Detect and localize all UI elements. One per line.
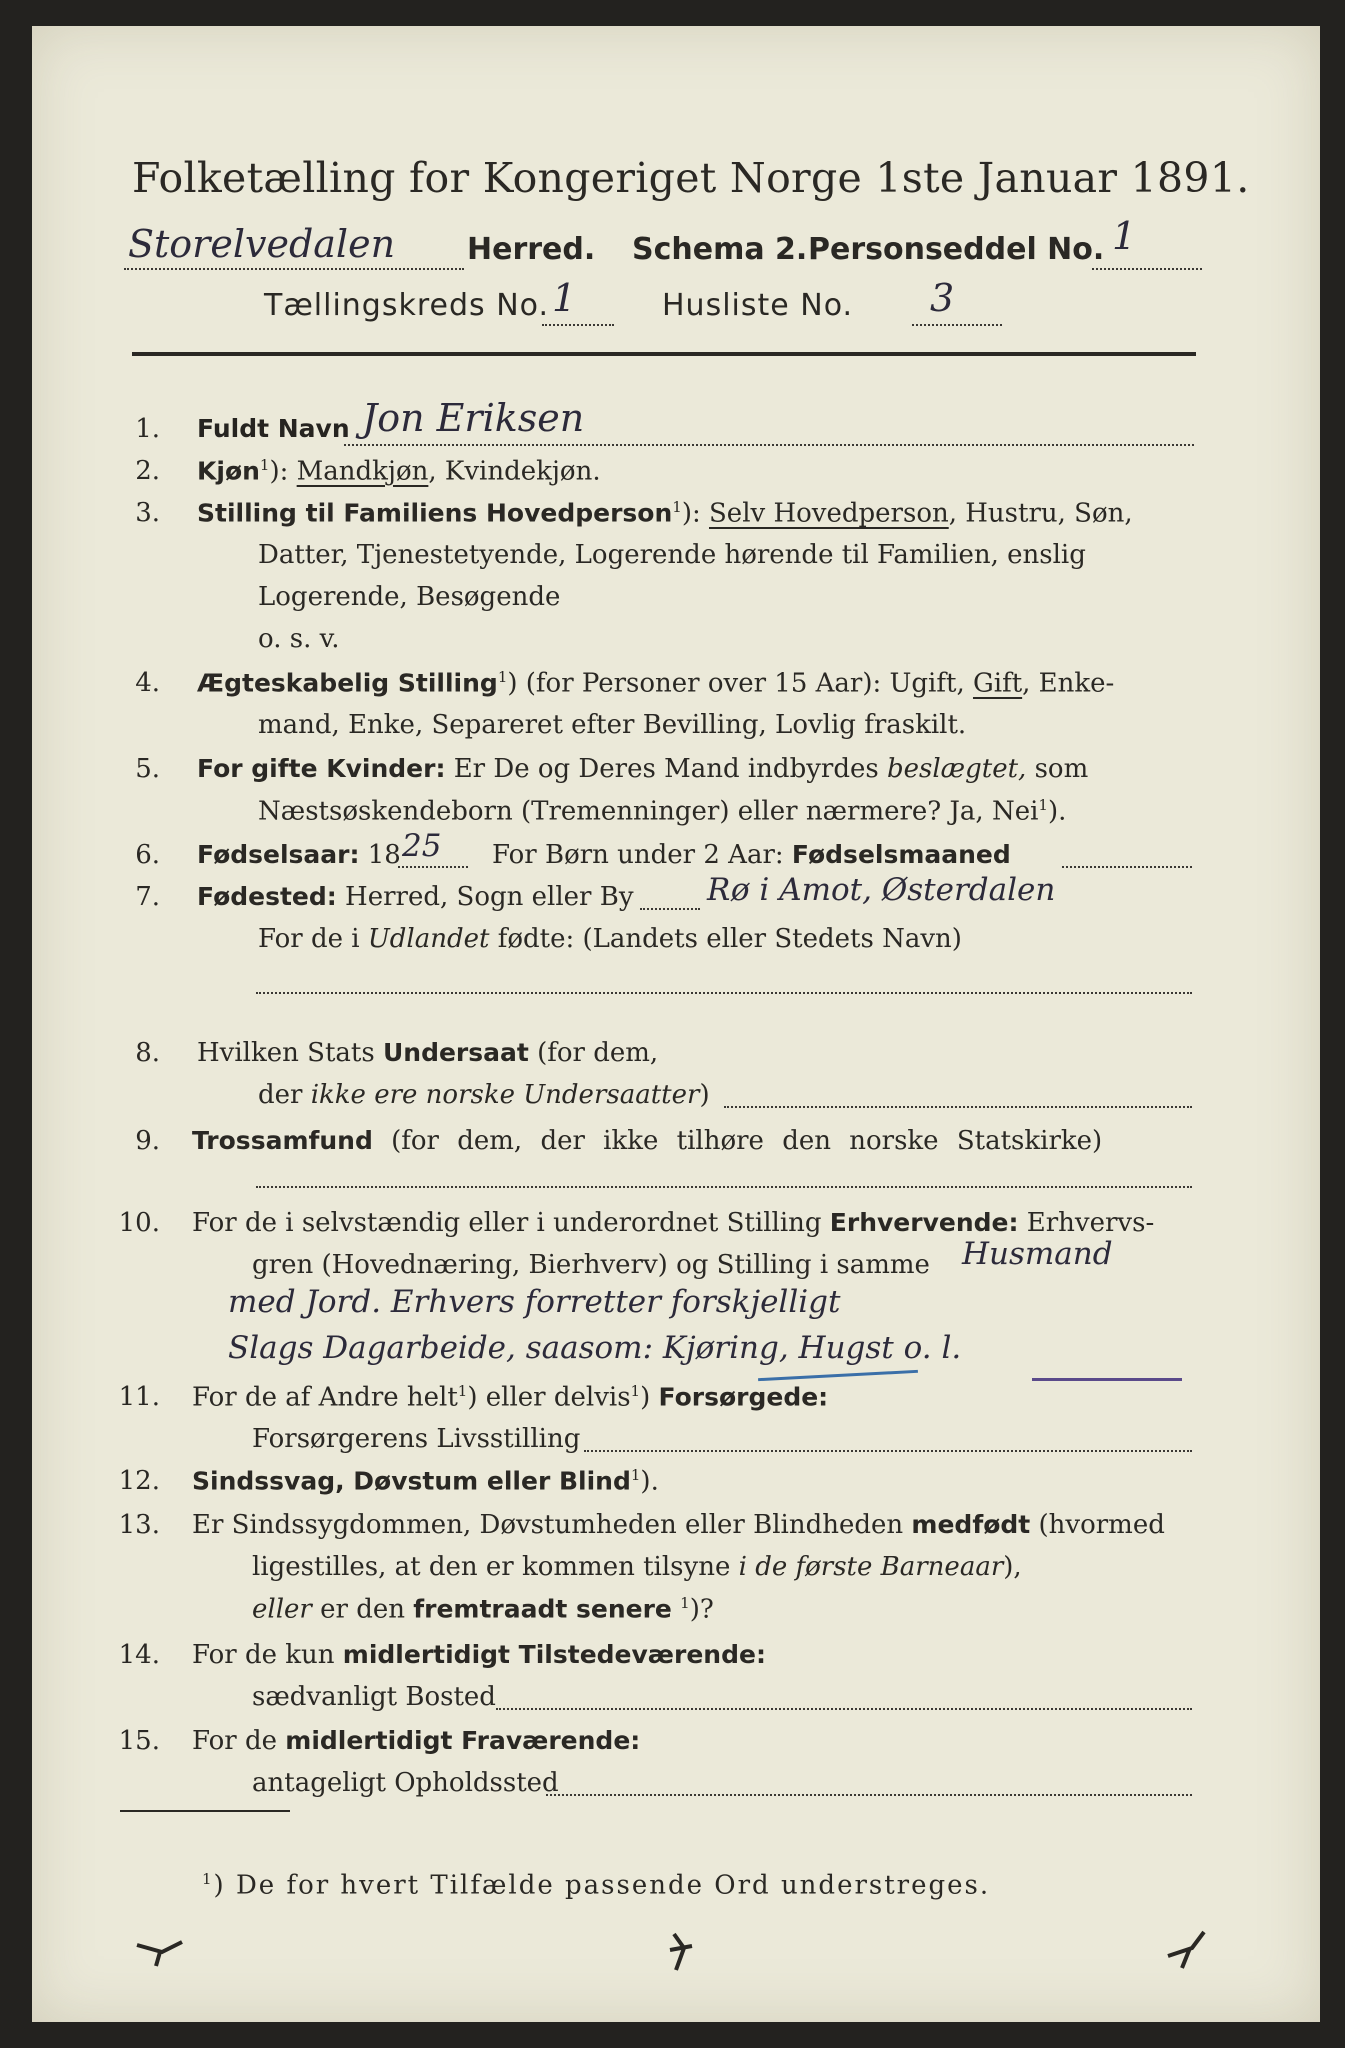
census-form-sheet <box>32 26 1320 2022</box>
q5-text2: som <box>1034 754 1089 784</box>
q14-line2: sædvanligt Bosted <box>252 1682 496 1712</box>
q8-dotted-line <box>724 1106 1192 1108</box>
q4-text1: ) (for Personer over 15 Aar): Ugift, <box>507 668 965 699</box>
husliste-dotted-line <box>912 324 1002 326</box>
q13-footnote-mark: 1 <box>680 1594 690 1612</box>
q13-line2 <box>252 1552 1022 1582</box>
q3-line2: Datter, Tjenestetyende, Logerende hørende til Familien, enslig <box>258 540 1086 570</box>
q15-dotted-line <box>546 1794 1192 1796</box>
q3-line3: Logerende, Besøgende <box>258 582 561 612</box>
schema-label: Schema 2. <box>632 232 808 267</box>
herred-dotted-line <box>124 268 464 270</box>
kreds-label: Tællingskreds No. <box>264 288 549 323</box>
q2-footnote-mark: 1 <box>259 456 270 474</box>
q11-text1: For de af Andre helt <box>192 1382 458 1413</box>
q5-label: For gifte Kvinder: <box>197 754 446 783</box>
q1-answer-handwritten: Jon Eriksen <box>362 396 585 440</box>
binding-mark-left-icon <box>132 1930 192 1970</box>
q12-footnote-mark: 1 <box>630 1466 641 1484</box>
q13-text2: (hvormed <box>1038 1510 1165 1540</box>
q7-answer-handwritten: Rø i Amot, Østerdalen <box>707 872 1056 908</box>
q3-option-selected: Selv Hovedperson <box>709 498 949 529</box>
husliste-label: Husliste No. <box>662 288 854 323</box>
q5-italic: beslægtet, <box>886 754 1027 784</box>
q6-label2: Fødselsmaaned <box>791 840 1011 869</box>
q11-dotted-line <box>584 1450 1192 1452</box>
personseddel-label: Personseddel No. <box>808 232 1105 267</box>
q7-dotted-line <box>640 908 700 910</box>
q7-line2b: fødte: (Landets eller Stedets Navn) <box>497 924 962 954</box>
q8-text2: (for dem, <box>537 1038 659 1068</box>
q6-year-prefix: 18 <box>367 840 401 870</box>
footnote-mark: 1 <box>202 1870 214 1888</box>
q7-line2-italic: Udlandet <box>367 924 490 954</box>
q11-number: 11. <box>118 1382 160 1412</box>
q10-line1 <box>192 1208 1154 1238</box>
q2-option-selected: Mandkjøn <box>296 456 429 487</box>
q10-answer-handwritten-3: Slags Dagarbeide, saasom: Kjøring, Hugst o. l. <box>228 1330 962 1366</box>
q11-label: Forsørgede: <box>658 1382 829 1412</box>
q15-line2: antageligt Opholdssted <box>252 1768 559 1798</box>
q9-line <box>192 1126 1102 1156</box>
q15-line1 <box>192 1726 640 1756</box>
q13-text1: Er Sindssygdommen, Døvstumheden eller Blindheden <box>192 1510 904 1540</box>
q10-line2: gren (Hovednæring, Bierhverv) og Stilling i samme <box>252 1250 930 1280</box>
q13-line3 <box>252 1594 714 1625</box>
header-divider <box>132 352 1196 356</box>
q10-answer-handwritten-1: Husmand <box>962 1236 1113 1272</box>
q9-number: 9. <box>135 1126 160 1156</box>
q13-line1 <box>192 1510 1165 1540</box>
q10-blue-pencil-underline <box>758 1370 918 1381</box>
q15-number: 15. <box>118 1726 160 1756</box>
q5-line2-end: ). <box>1047 796 1067 827</box>
q2-colon: ): <box>269 456 289 487</box>
q4-label: Ægteskabelig Stilling <box>197 668 498 698</box>
q3-line1 <box>197 498 1133 529</box>
footnote-line <box>202 1870 990 1901</box>
q13-line3-bold: fremtraadt senere <box>413 1594 672 1624</box>
q6-line-b <box>492 840 1011 870</box>
binding-mark-right-icon <box>1162 1926 1212 1976</box>
q7-foreign-dotted-line <box>256 992 1192 994</box>
binding-mark-center-icon <box>662 1926 702 1976</box>
q12-line <box>192 1466 659 1497</box>
q7-line2 <box>258 924 962 954</box>
q10-purple-pencil-underline <box>1032 1378 1182 1381</box>
q4-number: 4. <box>135 668 160 698</box>
q14-number: 14. <box>118 1640 160 1670</box>
q6-number: 6. <box>135 840 160 870</box>
q9-label: Trossamfund <box>192 1126 373 1155</box>
q6-year-dotted-line <box>398 866 468 868</box>
q10-text1: For de i selvstændig eller i underordnet Stilling <box>192 1208 822 1238</box>
q14-text: For de kun <box>192 1640 335 1670</box>
q8-line2a: der <box>258 1080 303 1110</box>
q11-line1 <box>192 1382 828 1413</box>
q10-label: Erhvervende: <box>829 1208 1019 1237</box>
form-title: Folketælling for Kongeriget Norge 1ste Januar 1891. <box>132 154 1250 202</box>
q10-number: 10. <box>118 1208 160 1238</box>
q4-option-selected: Gift <box>972 668 1023 699</box>
q5-line1 <box>197 754 1088 784</box>
q8-line2b: ) <box>699 1080 710 1110</box>
q2-label: Kjøn <box>197 456 260 486</box>
q12-end: ). <box>640 1466 659 1497</box>
q6-year-handwritten: 25 <box>402 828 442 864</box>
q13-line2a: ligestilles, at den er kommen tilsyne <box>252 1552 731 1582</box>
q11-text3: ) <box>640 1382 651 1413</box>
q6-label: Fødselsaar: <box>197 840 360 869</box>
q14-line1 <box>192 1640 766 1670</box>
q9-text: (for dem, der ikke tilhøre den norske Statskirke) <box>391 1126 1103 1156</box>
q8-line2-italic: ikke ere norske Undersaatter <box>310 1080 700 1110</box>
q4-line1 <box>197 668 1114 699</box>
q13-line2b: ), <box>1003 1552 1022 1582</box>
q15-label: midlertidigt Fraværende: <box>285 1726 641 1755</box>
q2-separator: , <box>428 456 437 487</box>
personseddel-number: 1 <box>1112 214 1137 258</box>
q8-line2 <box>258 1080 710 1110</box>
q4-text2: , Enke- <box>1022 668 1115 699</box>
q11-text2: ) eller delvis <box>467 1382 631 1413</box>
q7-line1 <box>197 882 634 912</box>
q6-month-dotted-line <box>1062 866 1192 868</box>
q5-footnote-mark: 1 <box>1038 796 1048 814</box>
q14-label: midlertidigt Tilstedeværende: <box>342 1640 766 1669</box>
q14-dotted-line <box>496 1708 1192 1710</box>
q4-footnote-mark: 1 <box>497 668 508 686</box>
q7-label: Fødested: <box>197 882 337 911</box>
q3-colon: ): <box>681 498 701 529</box>
q12-number: 12. <box>118 1466 160 1496</box>
q15-text: For de <box>192 1726 277 1756</box>
q8-text1: Hvilken Stats <box>197 1038 375 1068</box>
q13-line3a: er den <box>320 1594 405 1625</box>
q1-label: Fuldt Navn <box>197 414 350 443</box>
q7-number: 7. <box>135 882 160 912</box>
q13-line3-italic: eller <box>252 1594 312 1625</box>
q6-line <box>197 840 401 870</box>
q9-dotted-line <box>256 1186 1192 1188</box>
q7-text: Herred, Sogn eller By <box>345 882 634 912</box>
herred-handwritten: Storelvedalen <box>128 222 396 266</box>
q3-footnote-mark: 1 <box>672 498 682 516</box>
q13-number: 13. <box>118 1510 160 1540</box>
q11-line2: Forsørgerens Livsstilling <box>252 1424 581 1454</box>
personseddel-dotted-line <box>1092 268 1202 270</box>
q10-answer-handwritten-2: med Jord. Erhvers forretter forskjelligt <box>228 1284 841 1320</box>
q3-label: Stilling til Familiens Hovedperson <box>197 498 673 528</box>
q8-label: Undersaat <box>382 1038 529 1067</box>
kreds-dotted-line <box>542 324 614 326</box>
q2-option-2: Kvindekjøn. <box>444 456 601 487</box>
q8-number: 8. <box>135 1038 160 1068</box>
footnote-text: ) De for hvert Tilfælde passende Ord understreges. <box>213 1870 991 1901</box>
q13-line3c: )? <box>689 1594 714 1625</box>
q1-dotted-line <box>344 444 1194 446</box>
kreds-number: 1 <box>552 276 577 320</box>
q2-line <box>197 456 601 487</box>
q2-number: 2. <box>135 456 160 486</box>
q5-line2-text: Næstsøskendeborn (Tremenninger) eller nærmere? Ja, Nei <box>258 796 1039 827</box>
footnote-divider <box>120 1810 290 1812</box>
q13-line2-italic: i de første Barneaar <box>738 1552 1004 1582</box>
q5-number: 5. <box>135 754 160 784</box>
q12-label: Sindssvag, Døvstum eller Blind <box>192 1466 631 1496</box>
q3-number: 3. <box>135 498 160 528</box>
q13-label: medfødt <box>911 1510 1031 1539</box>
q10-text2: Erhvervs- <box>1026 1208 1155 1238</box>
q1-number: 1. <box>135 414 160 444</box>
q5-line2 <box>258 796 1066 827</box>
q4-line2: mand, Enke, Separeret efter Bevilling, Lovlig fraskilt. <box>258 710 967 740</box>
husliste-number: 3 <box>930 276 955 320</box>
herred-label: Herred. <box>467 232 596 267</box>
q11-footnote-mark-1: 1 <box>457 1382 468 1400</box>
q6-text: For Børn under 2 Aar: <box>492 840 784 870</box>
q3-options-rest: , Hustru, Søn, <box>948 498 1133 529</box>
q3-line4: o. s. v. <box>258 624 340 654</box>
q7-line2a: For de i <box>258 924 360 954</box>
q8-line1 <box>197 1038 658 1068</box>
q5-text1: Er De og Deres Mand indbyrdes <box>453 754 879 784</box>
q11-footnote-mark-2: 1 <box>630 1382 641 1400</box>
